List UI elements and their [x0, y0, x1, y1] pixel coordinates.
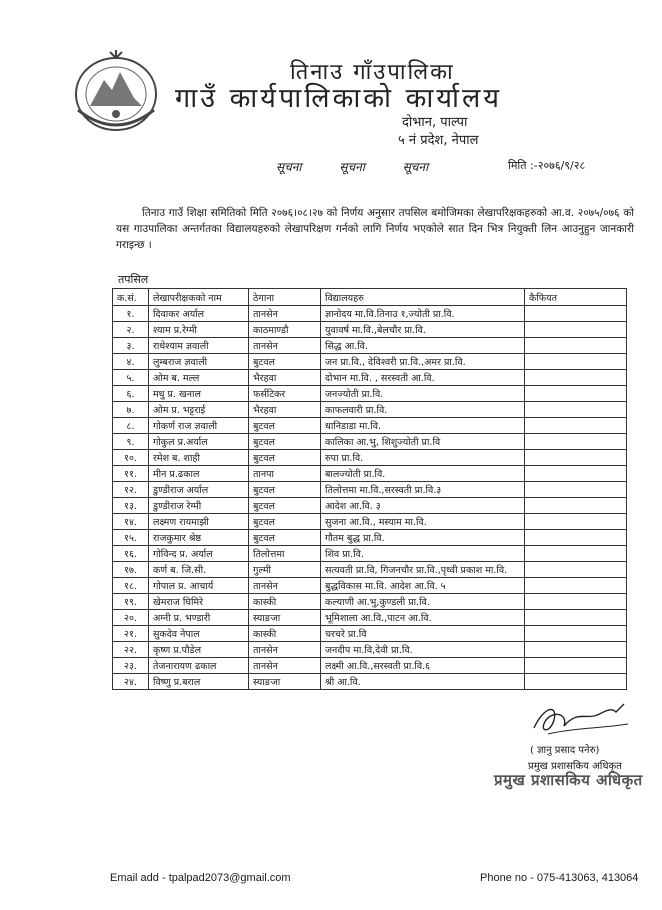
cell-auditor-name: गोकर्ण राज ज्ञवाली	[149, 418, 249, 434]
cell-schools: सत्यवती प्रा.वि, गिजनचौर प्रा.वि.,पृथ्वी प्रकाश मा.वि.	[321, 562, 525, 578]
cell-schools: रुपा प्रा.वि.	[321, 450, 525, 466]
cell-sn: ६.	[113, 386, 149, 402]
cell-sn: ११.	[113, 466, 149, 482]
cell-sn: १६.	[113, 546, 149, 562]
cell-remarks	[525, 658, 627, 674]
cell-auditor-name: ओम प्र. भट्टराई	[149, 402, 249, 418]
cell-schools: गौतम बुद्ध प्रा.वि.	[321, 530, 525, 546]
cell-auditor-name: सुकदेव नेपाल	[149, 626, 249, 642]
cell-schools: जनज्योती प्रा.वि.	[321, 386, 525, 402]
table-row	[113, 482, 627, 498]
cell-schools: कल्याणी आ.भु,कुण्डली प्रा.वि.	[321, 594, 525, 610]
table-row	[113, 418, 627, 434]
cell-remarks	[525, 562, 627, 578]
cell-address: तानसेन	[249, 578, 321, 594]
cell-address: बुटवल	[249, 434, 321, 450]
notice-word: सूचना	[276, 160, 302, 174]
cell-schools: काफलवारी प्रा.वि.	[321, 402, 525, 418]
cell-remarks	[525, 498, 627, 514]
table-row	[113, 402, 627, 418]
cell-auditor-name: गोविन्द प्र. अर्याल	[149, 546, 249, 562]
municipality-name: तिनाउ गाँउपालिका	[290, 60, 455, 85]
cell-remarks	[525, 434, 627, 450]
cell-address: स्याङजा	[249, 610, 321, 626]
cell-auditor-name: मीन प्र.ढकाल	[149, 466, 249, 482]
table-row	[113, 338, 627, 354]
table-row	[113, 658, 627, 674]
office-address: दोभान, पाल्पा	[402, 115, 468, 130]
cell-address: भैरहवा	[249, 370, 321, 386]
cell-sn: ५.	[113, 370, 149, 386]
handwritten-signature-icon	[524, 698, 634, 740]
cell-auditor-name: कर्ण ब. जि.सी.	[149, 562, 249, 578]
cell-remarks	[525, 322, 627, 338]
cell-remarks	[525, 642, 627, 658]
cell-address: गुल्मी	[249, 562, 321, 578]
table-row	[113, 674, 627, 690]
cell-address: बुटवल	[249, 514, 321, 530]
cell-schools: बुद्धविकास मा.वि. आदेश आ.वि. ५	[321, 578, 525, 594]
cell-remarks	[525, 578, 627, 594]
cell-address: फर्सटिकर	[249, 386, 321, 402]
table-row	[113, 562, 627, 578]
table-row	[113, 578, 627, 594]
notice-word: सूचना	[339, 160, 365, 174]
signatory-stamp: प्रमुख प्रशासकिय अधिकृत	[494, 771, 643, 789]
cell-auditor-name: कृष्ण प्र.पौडेल	[149, 642, 249, 658]
table-row	[113, 594, 627, 610]
cell-schools: चरचरे प्रा.वि	[321, 626, 525, 642]
header-address: ठेगाना	[249, 289, 321, 306]
cell-auditor-name: लुम्बराज ज्ञवाली	[149, 354, 249, 370]
cell-auditor-name: गोकुल प्र.अर्याल	[149, 434, 249, 450]
cell-auditor-name: डुण्डीराज रेग्मी	[149, 498, 249, 514]
cell-schools: सिद्ध आ.वि.	[321, 338, 525, 354]
cell-address: तानसेन	[249, 658, 321, 674]
cell-auditor-name: तेजनारायण ढकाल	[149, 658, 249, 674]
cell-auditor-name: रमेश ब. शाही	[149, 450, 249, 466]
table-row	[113, 322, 627, 338]
cell-address: कास्की	[249, 626, 321, 642]
cell-auditor-name: दिवाकर अर्याल	[149, 306, 249, 322]
cell-address: बुटवल	[249, 530, 321, 546]
cell-remarks	[525, 370, 627, 386]
header-sn: क.सं.	[113, 289, 149, 306]
cell-auditor-name: विष्णु प्र.बराल	[149, 674, 249, 690]
cell-schools: युवावर्ष मा.वि.,बेलचौर प्रा.वि.	[321, 322, 525, 338]
cell-address: भैरहवा	[249, 402, 321, 418]
cell-remarks	[525, 450, 627, 466]
header-remarks: कैफियत	[525, 289, 627, 306]
cell-auditor-name: ओम ब. मल्ल	[149, 370, 249, 386]
cell-sn: ८.	[113, 418, 149, 434]
cell-sn: ४.	[113, 354, 149, 370]
cell-schools: जनदीप मा.वि,देवी प्रा.वि.	[321, 642, 525, 658]
footer-phone: Phone no - 075-413063, 413064	[480, 872, 639, 884]
cell-sn: २१.	[113, 626, 149, 642]
cell-sn: २४.	[113, 674, 149, 690]
cell-schools: बालज्योती प्रा.वि.	[321, 466, 525, 482]
cell-remarks	[525, 626, 627, 642]
cell-auditor-name: खेमराज घिमिरे	[149, 594, 249, 610]
cell-remarks	[525, 306, 627, 322]
cell-address: बुटवल	[249, 354, 321, 370]
cell-address: काठमाण्डौ	[249, 322, 321, 338]
cell-address: बुटवल	[249, 482, 321, 498]
table-row	[113, 386, 627, 402]
table-row	[113, 466, 627, 482]
cell-schools: श्री आ.वि.	[321, 674, 525, 690]
table-row	[113, 626, 627, 642]
cell-address: तानसेन	[249, 642, 321, 658]
cell-schools: ज्ञानोदय मा.वि.तिनाउ १,ज्योती प्रा.वि.	[321, 306, 525, 322]
cell-schools: कालिका आ.भु, शिशुज्योती प्रा.वि	[321, 434, 525, 450]
cell-remarks	[525, 466, 627, 482]
cell-auditor-name: श्याम प्र.रेग्मी	[149, 322, 249, 338]
notice-body: तिनाउ गाउँ शिक्षा समितिको मिति २०७६।०८।२७ को निर्णय अनुसार तपसिल बमोजिमका लेखापरिक्षकहरुको आ.व. २०७५/०७६ को यस गाउपालिका अन्तर्गतका विद्यालयहरुको लेखापरिक्षण गर्नको लागि निर्णय भएकोले सात दिन भित्र नियुक्ती लिन आउनुहुन जानकारी गराइन्छ ।	[116, 207, 634, 251]
cell-sn: ९.	[113, 434, 149, 450]
cell-remarks	[525, 386, 627, 402]
cell-sn: २०.	[113, 610, 149, 626]
cell-sn: १४.	[113, 514, 149, 530]
cell-auditor-name: डुण्डीराज अर्याल	[149, 482, 249, 498]
cell-address: बुटवल	[249, 418, 321, 434]
table-row	[113, 370, 627, 386]
cell-sn: १३.	[113, 498, 149, 514]
table-row	[113, 354, 627, 370]
table-body	[113, 306, 627, 690]
cell-schools: तिलोत्तमा मा.वि.,सरस्वती प्रा.वि.३	[321, 482, 525, 498]
cell-address: तानसेन	[249, 338, 321, 354]
table-row	[113, 434, 627, 450]
cell-sn: १२.	[113, 482, 149, 498]
cell-remarks	[525, 354, 627, 370]
cell-sn: २२.	[113, 642, 149, 658]
cell-sn: १५.	[113, 530, 149, 546]
cell-auditor-name: राधेश्याम ज्ञवाली	[149, 338, 249, 354]
cell-schools: आदेश आ.वि. ३	[321, 498, 525, 514]
table-row	[113, 498, 627, 514]
cell-remarks	[525, 418, 627, 434]
cell-schools: लक्ष्मी आ.वि.,सरस्वती प्रा.वि.६	[321, 658, 525, 674]
cell-schools: जन प्रा.वि., देविश्वरी प्रा.वि.,अमर प्रा.वि.	[321, 354, 525, 370]
list-label: तपसिल	[118, 273, 149, 286]
cell-address: बुटवल	[249, 450, 321, 466]
cell-auditor-name: अग्नी प्र. भण्डारी	[149, 610, 249, 626]
signatory-title: प्रमुख प्रशासकिय अधिकृत	[528, 761, 622, 772]
table-header-row	[113, 289, 627, 306]
cell-schools: धानिडाडा मा.वि.	[321, 418, 525, 434]
notice-word: सूचना	[402, 160, 429, 174]
cell-remarks	[525, 546, 627, 562]
cell-auditor-name: गोपाल प्र. आचार्य	[149, 578, 249, 594]
cell-address: तिलोत्तमा	[249, 546, 321, 562]
cell-schools: सुजना आ.वि., मस्याम मा.वि.	[321, 514, 525, 530]
cell-address: कास्की	[249, 594, 321, 610]
cell-sn: ७.	[113, 402, 149, 418]
cell-address: तानपा	[249, 466, 321, 482]
office-province: ५ नं प्रदेश, नेपाल	[398, 133, 479, 148]
cell-address: बुटवल	[249, 498, 321, 514]
cell-schools: दोभान मा.वि. , सरस्वती आ.वि.	[321, 370, 525, 386]
cell-remarks	[525, 402, 627, 418]
cell-address: स्याङजा	[249, 674, 321, 690]
cell-sn: १७.	[113, 562, 149, 578]
table-row	[113, 306, 627, 322]
cell-sn: २.	[113, 322, 149, 338]
cell-remarks	[525, 594, 627, 610]
cell-remarks	[525, 530, 627, 546]
table-row	[113, 642, 627, 658]
cell-schools: भूमिशाला आ.वि.,पाटन आ.वि.	[321, 610, 525, 626]
cell-sn: १.	[113, 306, 149, 322]
cell-remarks	[525, 610, 627, 626]
notice-heading	[276, 158, 462, 175]
cell-auditor-name: राजकुमार श्रेष्ठ	[149, 530, 249, 546]
header-auditor-name: लेखापरीक्षकको नाम	[149, 289, 249, 306]
cell-remarks	[525, 338, 627, 354]
cell-sn: १९.	[113, 594, 149, 610]
cell-schools: शिव प्रा.वि.	[321, 546, 525, 562]
cell-sn: २३.	[113, 658, 149, 674]
nepal-emblem-icon	[72, 50, 160, 134]
cell-address: तानसेन	[249, 306, 321, 322]
cell-sn: १०.	[113, 450, 149, 466]
header-schools: विद्यालयहरु	[321, 289, 525, 306]
table-row	[113, 450, 627, 466]
cell-sn: १८.	[113, 578, 149, 594]
notice-date: मिति :-२०७६/९/२८	[508, 159, 586, 172]
cell-remarks	[525, 514, 627, 530]
table-row	[113, 530, 627, 546]
table-row	[113, 610, 627, 626]
cell-remarks	[525, 482, 627, 498]
footer-email: Email add - tpalpad2073@gmail.com	[110, 872, 291, 884]
auditor-table	[112, 288, 627, 690]
office-name: गाउँ कार्यपालिकाको कार्यालय	[175, 83, 502, 114]
cell-remarks	[525, 674, 627, 690]
cell-sn: ३.	[113, 338, 149, 354]
signatory-name: ( ज्ञानु प्रसाद पनेरु)	[530, 745, 600, 756]
table-row	[113, 514, 627, 530]
cell-auditor-name: मधु प्र. खनाल	[149, 386, 249, 402]
cell-auditor-name: लक्ष्मण रायमाझी	[149, 514, 249, 530]
table-row	[113, 546, 627, 562]
